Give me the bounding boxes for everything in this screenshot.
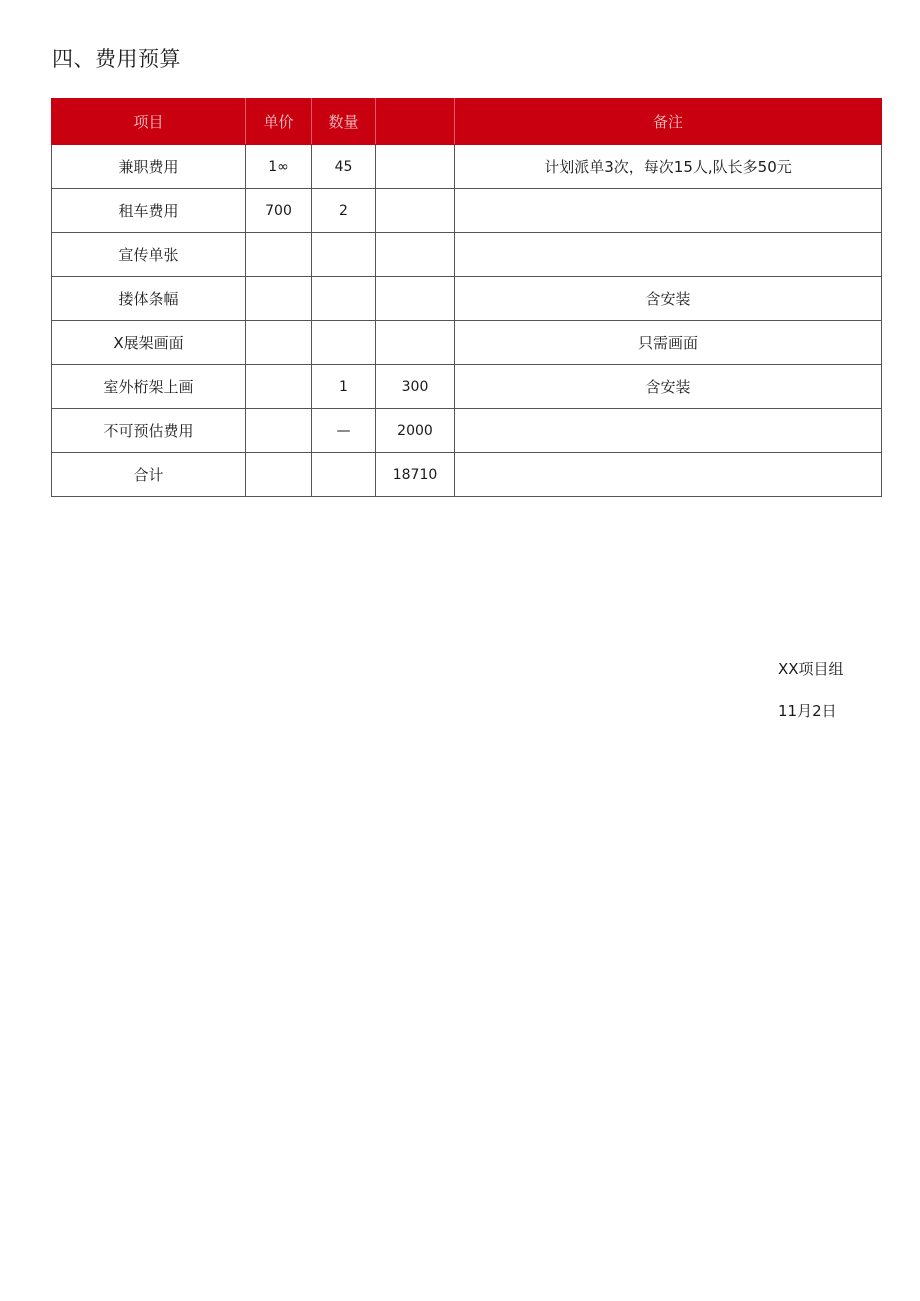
- cell-remarks: 计划派单3次，每次15人,队长多50元: [455, 145, 882, 189]
- cell-remarks: 只需画面: [455, 321, 882, 365]
- cell-item: 搂体条幅: [52, 277, 246, 321]
- cell-quantity: [312, 453, 376, 497]
- cell-remarks: 含安装: [455, 365, 882, 409]
- header-remarks: 备注: [455, 99, 882, 145]
- table-row: [52, 277, 882, 321]
- cell-item: 室外桁架上画: [52, 365, 246, 409]
- cell-item: 兼职费用: [52, 145, 246, 189]
- cell-quantity: 1: [312, 365, 376, 409]
- cell-unit-price: [246, 277, 312, 321]
- cell-unit-price: [246, 453, 312, 497]
- table-row: [52, 145, 882, 189]
- cell-remarks: [455, 233, 882, 277]
- table-row: [52, 321, 882, 365]
- table-row: [52, 233, 882, 277]
- cell-item: 宣传单张: [52, 233, 246, 277]
- table-header-row: [52, 99, 882, 145]
- cell-remarks: [455, 453, 882, 497]
- cell-amount: 18710: [376, 453, 455, 497]
- cell-amount: [376, 233, 455, 277]
- cell-amount: 300: [376, 365, 455, 409]
- cell-unit-price: [246, 321, 312, 365]
- header-unit-price: 单价: [246, 99, 312, 145]
- cell-item: X展架画面: [52, 321, 246, 365]
- cell-unit-price: [246, 365, 312, 409]
- section-title: 四、费用预算: [52, 47, 181, 71]
- cell-item: 租车费用: [52, 189, 246, 233]
- header-amount: [376, 99, 455, 145]
- cell-item: 不可预估费用: [52, 409, 246, 453]
- cell-remarks: 含安装: [455, 277, 882, 321]
- cell-unit-price: [246, 409, 312, 453]
- cell-quantity: [312, 233, 376, 277]
- cell-unit-price: 1∞: [246, 145, 312, 189]
- budget-table: [51, 98, 882, 497]
- table-row-total: [52, 453, 882, 497]
- cell-unit-price: 700: [246, 189, 312, 233]
- table-row: [52, 365, 882, 409]
- cell-amount: [376, 321, 455, 365]
- header-item: 项目: [52, 99, 246, 145]
- cell-quantity: 45: [312, 145, 376, 189]
- cell-amount: [376, 189, 455, 233]
- cell-amount: [376, 277, 455, 321]
- cell-remarks: [455, 409, 882, 453]
- cell-remarks: [455, 189, 882, 233]
- cell-amount: 2000: [376, 409, 455, 453]
- header-quantity: 数量: [312, 99, 376, 145]
- cell-unit-price: [246, 233, 312, 277]
- cell-quantity: 2: [312, 189, 376, 233]
- signature-org: XX项目组: [778, 660, 844, 678]
- cell-quantity: [312, 277, 376, 321]
- cell-quantity: [312, 321, 376, 365]
- cell-quantity: —: [312, 409, 376, 453]
- cell-item: 合计: [52, 453, 246, 497]
- cell-amount: [376, 145, 455, 189]
- signature-date: 11月2日: [778, 702, 837, 720]
- table-row: [52, 189, 882, 233]
- table-row: [52, 409, 882, 453]
